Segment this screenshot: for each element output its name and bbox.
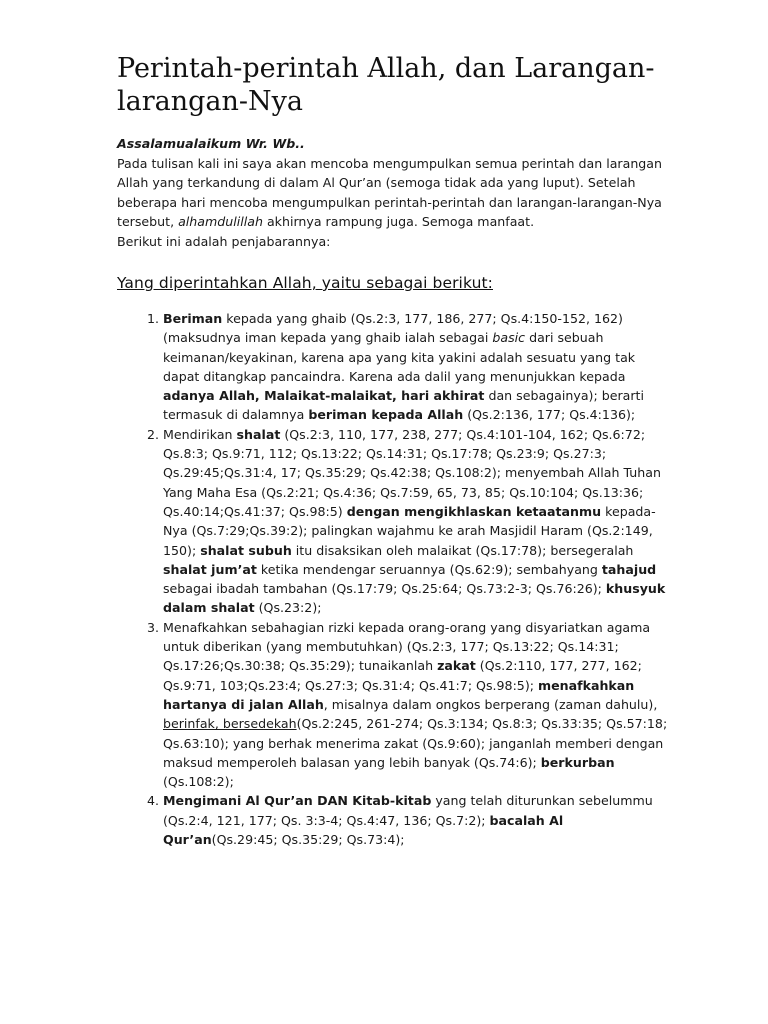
list-item: 2. Mendirikan shalat (Qs.2:3, 110, 177, 238, 277; Qs.4:101-104, 162; Qs.6:72; Qs.8:3; Qs.9:71, 112; Qs.13:22; Qs.14:31; Qs.17:78; Qs.23:9; Qs.27:3; Qs.29:45;Qs.31:4, 17; Qs.35:29; Qs.42:38; Qs.108:2); menyembah Allah Tuhan Yang Maha Esa (Qs.2:21; Qs.4:36; Qs.7:59, 65, 73, 85; Qs.10:104; Qs.13:36; Qs.40:14;Qs.41:37; Qs.98:5) dengan mengikhlaskan ketaatanmu kepada-Nya (Qs.7:29;Qs.39:2); palingkan wajahmu ke arah Masjidil Haram (Qs.2:149, 150); shalat subuh itu disaksikan oleh malaikat (Qs.17:78); bersegeralah shalat jum’at ketika mendengar seruannya (Qs.62:9); sembahyang tahajud sebagai ibadah tambahan (Qs.17:79; Qs.25:64; Qs.73:2-3; Qs.76:26); khusyuk dalam shalat (Qs.23:2); xyxy=(163,425,668,618)
list-item: 3. Menafkahkan sebahagian rizki kepada orang-orang yang disyariatkan agama untuk diberikan (yang membutuhkan) (Qs.2:3, 177; Qs.13:22; Qs.14:31; Qs.17:26;Qs.30:38; Qs.35:29); tunaikanlah zakat (Qs.2:110, 177, 277, 162; Qs.9:71, 103;Qs.23:4; Qs.27:3; Qs.31:4; Qs.41:7; Qs.98:5); menafkahkan hartanya di jalan Allah, misalnya dalam ongkos berperang (zaman dahulu), berinfak, bersedekah(Qs.2:245, 261-274; Qs.3:134; Qs.8:3; Qs.33:35; Qs.57:18; Qs.63:10); yang berhak menerima zakat (Qs.9:60); janganlah memberi dengan maksud memperoleh balasan yang lebih banyak (Qs.74:6); berkurban (Qs.108:2); xyxy=(163,618,668,792)
list-item: 1. Beriman kepada yang ghaib (Qs.2:3, 177, 186, 277; Qs.4:150-152, 162) (maksudnya iman kepada yang ghaib ialah sebagai basic dari sebuah keimanan/keyakinan, karena apa yang kita yakini adalah sesuatu yang tak dapat ditangkap pancaindra. Karena ada dalil yang menunjukkan kepada adanya Allah, Malaikat-malaikat, hari akhirat dan sebagainya); berarti termasuk di dalamnya beriman kepada Allah (Qs.2:136, 177; Qs.4:136); xyxy=(163,309,668,425)
intro-section xyxy=(117,134,668,251)
command-list xyxy=(117,309,668,849)
intro-paragraph: Pada tulisan kali ini saya akan mencoba mengumpulkan semua perintah dan larangan Allah yang terkandung di dalam Al Qur’an (semoga tidak ada yang luput). Setelah beberapa hari mencoba mengumpulkan perintah-perintah dan larangan-larangan-Nya tersebut, alhamdulillah akhirnya rampung juga. Semoga manfaat. xyxy=(117,155,662,229)
section-heading: Yang diperintahkan Allah, yaitu sebagai berikut: xyxy=(117,274,493,292)
underlined-link-text[interactable]: berinfak, bersedekah xyxy=(163,716,297,732)
italic-term: alhamdulillah xyxy=(178,214,263,229)
greeting: Assalamualaikum Wr. Wb.. xyxy=(117,136,305,151)
intro-followup: Berikut ini adalah penjabarannya: xyxy=(117,233,331,249)
page-title: Perintah-perintah Allah, dan Larangan-larangan-Nya xyxy=(117,53,655,117)
list-item: 4. Mengimani Al Qur’an DAN Kitab-kitab yang telah diturunkan sebelummu (Qs.2:4, 121, 177; Qs. 3:3-4; Qs.4:47, 136; Qs.7:2); bacalah Al Qur’an(Qs.29:45; Qs.35:29; Qs.73:4); xyxy=(163,791,668,849)
